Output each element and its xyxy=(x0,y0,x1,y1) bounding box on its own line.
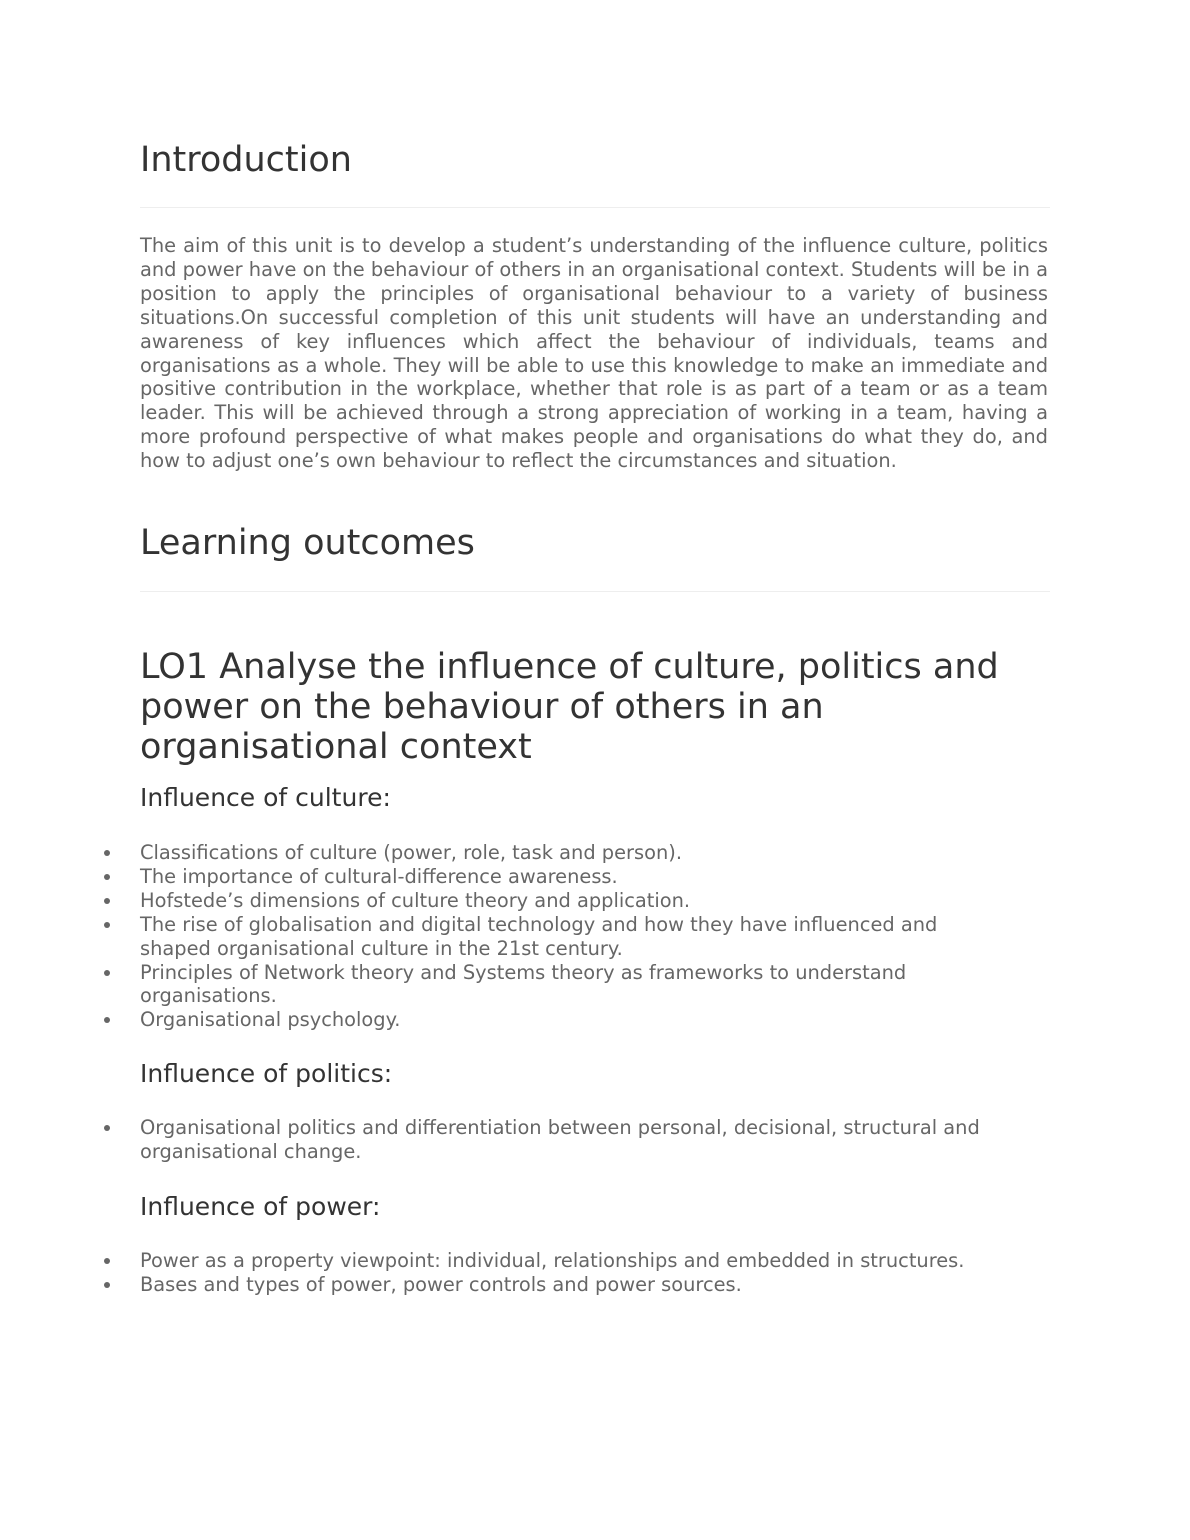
list-item: Hofstede’s dimensions of culture theory and application. xyxy=(140,889,1010,913)
list-item: The importance of cultural-difference awareness. xyxy=(140,865,1010,889)
learning-outcomes-divider xyxy=(140,591,1050,592)
bullet-icon xyxy=(104,1125,110,1131)
list-item: Organisational psychology. xyxy=(140,1008,1010,1032)
bullet-icon xyxy=(104,874,110,880)
culture-subheading: Influence of culture: xyxy=(140,783,391,812)
bullet-icon xyxy=(104,898,110,904)
culture-list xyxy=(140,841,1010,1032)
bullet-icon xyxy=(104,922,110,928)
list-item: Bases and types of power, power controls and power sources. xyxy=(140,1273,1040,1297)
list-item: Principles of Network theory and Systems theory as frameworks to understand organisations. xyxy=(140,961,1010,1009)
bullet-icon xyxy=(104,1258,110,1264)
lo1-title: LO1 Analyse the influence of culture, politics and power on the behaviour of others in an organisational context xyxy=(140,647,999,767)
list-item: Classifications of culture (power, role, task and person). xyxy=(140,841,1010,865)
power-subheading: Influence of power: xyxy=(140,1192,381,1221)
politics-subheading: Influence of politics: xyxy=(140,1059,393,1088)
introduction-paragraph: The aim of this unit is to develop a student’s understanding of the influence culture, politics and power have on the behaviour of others in an organisational context. Students will be in a position to apply the principles of organisational behaviour to a variety of business situations.On successful completion of this unit students will have an understanding and awareness of key influences which affect the behaviour of individuals, teams and organisations as a whole. They will be able to use this knowledge to make an immediate and positive contribution in the workplace, whether that role is as part of a team or as a team leader. This will be achieved through a strong appreciation of working in a team, having a more profound perspective of what makes people and organisations do what they do, and how to adjust one’s own behaviour to reflect the circumstances and situation. xyxy=(140,234,1048,473)
power-list xyxy=(140,1249,1040,1297)
introduction-divider xyxy=(140,207,1050,208)
list-item: The rise of globalisation and digital technology and how they have influenced and shaped organisational culture in the 21st century. xyxy=(140,913,1010,961)
introduction-heading: Introduction xyxy=(140,140,352,180)
bullet-icon xyxy=(104,970,110,976)
bullet-icon xyxy=(104,1282,110,1288)
bullet-icon xyxy=(104,850,110,856)
learning-outcomes-heading: Learning outcomes xyxy=(140,523,475,563)
list-item: Power as a property viewpoint: individual, relationships and embedded in structures. xyxy=(140,1249,1040,1273)
bullet-icon xyxy=(104,1017,110,1023)
list-item: Organisational politics and differentiation between personal, decisional, structural and organisational change. xyxy=(140,1116,1040,1164)
politics-list xyxy=(140,1116,1040,1164)
